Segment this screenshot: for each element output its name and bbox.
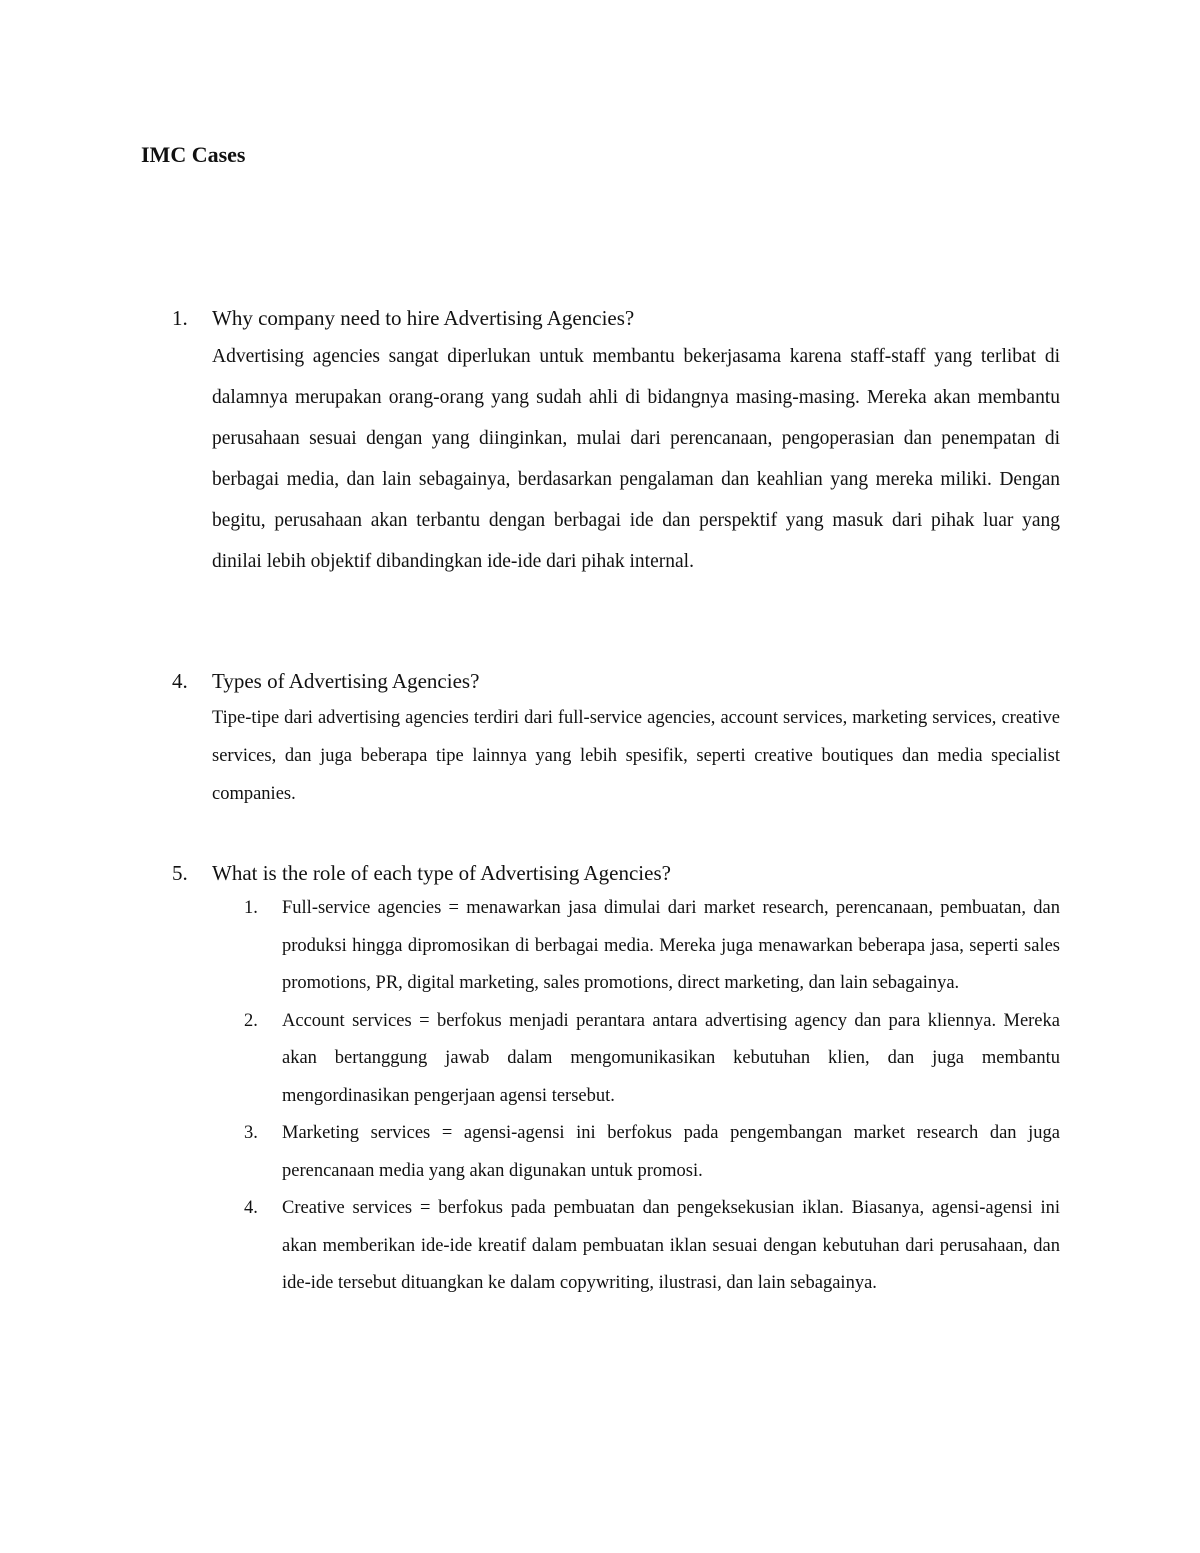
question-row (172, 303, 1060, 333)
list-item-text: Full-service agencies = menawarkan jasa dimulai dari market research, perencanaan, pembuatan, dan produksi hingga dipromosikan di berbagai media. Mereka juga menawarkan beberapa jasa, seperti sales promotions, PR, digital marketing, sales promotions, direct marketing, dan lain sebagainya. (282, 898, 1060, 993)
list-item-text: Account services = berfokus menjadi perantara antara advertising agency dan para kliennya. Mereka akan bertanggung jawab dalam mengomunikasikan kebutuhan klien, dan juga membantu mengordinasikan pengerjaan agensi tersebut. (282, 1010, 1060, 1106)
question-text: Types of Advertising Agencies? (212, 669, 480, 693)
list-item-text: Creative services = berfokus pada pembuatan dan pengeksekusian iklan. Biasanya, agensi-agensi ini akan memberikan ide-ide kreatif dalam pembuatan iklan sesuai dengan kebutuhan dari perusahaan, dan ide-ide tersebut dituangkan ke dalam copywriting, ilustrasi, dan lain sebagainya. (282, 1198, 1060, 1293)
question-number: 1. (172, 306, 188, 330)
list-item (244, 1003, 1060, 1116)
list-item-number: 3. (244, 1123, 258, 1143)
question-number: 5. (172, 861, 188, 885)
list-item-text: Marketing services = agensi-agensi ini berfokus pada pengembangan market research dan juga perencanaan media yang akan digunakan untuk promosi. (282, 1123, 1060, 1181)
list-item-number: 4. (244, 1198, 258, 1218)
question-row (172, 858, 1060, 888)
list-item-number: 2. (244, 1010, 258, 1031)
list-item-number: 1. (244, 898, 258, 918)
question-text: What is the role of each type of Advertising Agencies? (212, 861, 671, 885)
section-why-hire (172, 303, 1060, 582)
section-roles (172, 858, 1060, 1303)
list-item (244, 1190, 1060, 1303)
question-row (172, 666, 1060, 696)
list-item (244, 1115, 1060, 1190)
section-types (172, 666, 1060, 813)
answer-paragraph: Advertising agencies sangat diperlukan untuk membantu bekerjasama karena staff-staff yang terlibat di dalamnya merupakan orang-orang yang sudah ahli di bidangnya masing-masing. Mereka akan membantu perusahaan sesuai dengan yang diinginkan, mulai dari perencanaan, pengoperasian dan penempatan di berbagai media, dan lain sebagainya, berdasarkan pengalaman dan keahlian yang mereka miliki. Dengan begitu, perusahaan akan terbantu dengan berbagai ide dan perspektif yang masuk dari pihak luar yang dinilai lebih objektif dibandingkan ide-ide dari pihak internal. (212, 346, 1060, 572)
document-title: IMC Cases (141, 142, 246, 167)
question-text: Why company need to hire Advertising Agencies? (212, 306, 635, 330)
answer-paragraph: Tipe-tipe dari advertising agencies terdiri dari full-service agencies, account services, marketing services, creative services, dan juga beberapa tipe lainnya yang lebih spesifik, seperti creative boutiques dan media specialist companies. (212, 708, 1060, 804)
question-number: 4. (172, 669, 188, 693)
list-item (244, 890, 1060, 1003)
roles-list (244, 890, 1060, 1303)
